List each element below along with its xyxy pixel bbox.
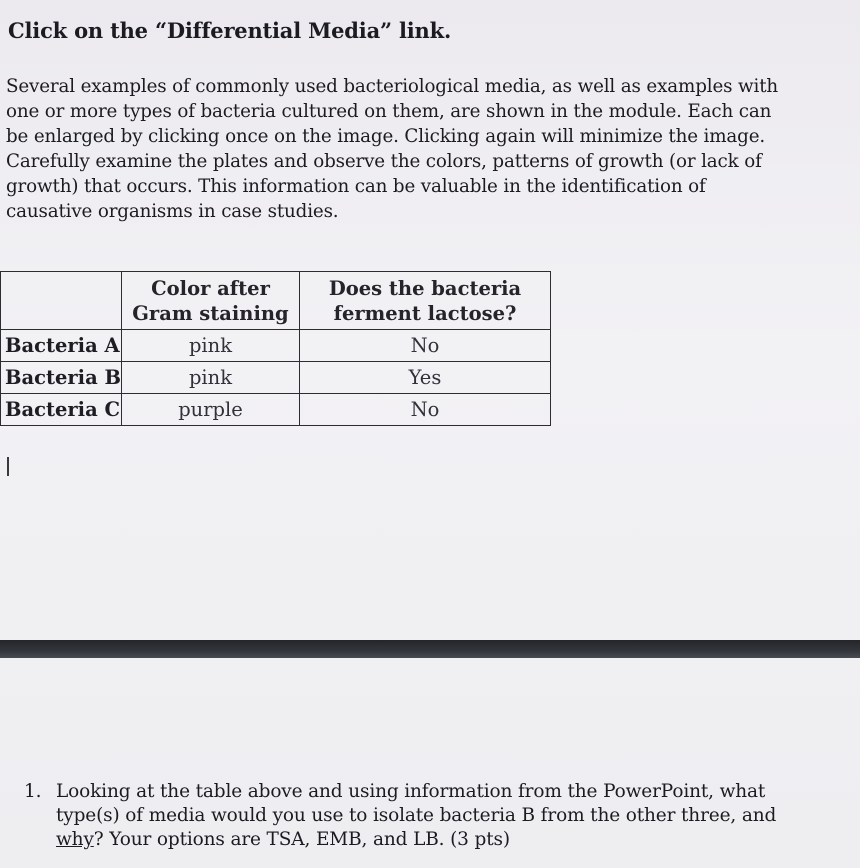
bacteria-table: [0, 271, 551, 426]
header-line: Does the bacteria: [328, 276, 522, 300]
section-heading: Click on the “Differential Media” link.: [8, 18, 452, 43]
gram-color-cell: purple: [122, 394, 300, 426]
question-line: type(s) of media would you use to isolate bacteria B from the other three, and: [56, 805, 777, 826]
header-cell-lactose: [300, 272, 551, 330]
header-cell-gram-color: [122, 272, 300, 330]
text-cursor: [7, 457, 9, 476]
lactose-cell: No: [300, 394, 551, 426]
header-line: ferment lactose?: [333, 301, 517, 325]
table-row: [1, 330, 551, 362]
intro-line: growth) that occurs. This information can be valuable in the identification of: [6, 176, 706, 197]
question-line: Looking at the table above and using information from the PowerPoint, what: [56, 781, 766, 802]
row-label-cell: Bacteria B: [1, 362, 122, 394]
row-label-cell: Bacteria C: [1, 394, 122, 426]
table-row: [1, 362, 551, 394]
intro-paragraph: [6, 74, 826, 224]
intro-line: one or more types of bacteria cultured on them, are shown in the module. Each can: [6, 101, 772, 122]
question-number: 1.: [24, 781, 42, 802]
lactose-cell: No: [300, 330, 551, 362]
intro-line: causative organisms in case studies.: [6, 201, 339, 222]
intro-line: Carefully examine the plates and observe the colors, patterns of growth (or lack of: [6, 151, 762, 172]
intro-line: be enlarged by clicking once on the image. Clicking again will minimize the image.: [6, 126, 766, 147]
header-line: Gram staining: [132, 301, 289, 325]
question-line-rest: ? Your options are TSA, EMB, and LB. (3 pts): [93, 829, 510, 850]
screen-divider-bar: [0, 640, 860, 658]
header-line: Color after: [151, 276, 270, 300]
question-text: [56, 780, 824, 852]
gram-color-cell: pink: [122, 362, 300, 394]
table-row: [1, 394, 551, 426]
intro-line: Several examples of commonly used bacteriological media, as well as examples with: [6, 76, 779, 97]
table-header-row: [1, 272, 551, 330]
question-1: [24, 780, 824, 852]
gram-color-cell: pink: [122, 330, 300, 362]
row-label-cell: Bacteria A: [1, 330, 122, 362]
lactose-cell: Yes: [300, 362, 551, 394]
underlined-word: why: [56, 829, 94, 850]
header-cell-empty: [1, 272, 122, 330]
question-line: [56, 828, 824, 852]
